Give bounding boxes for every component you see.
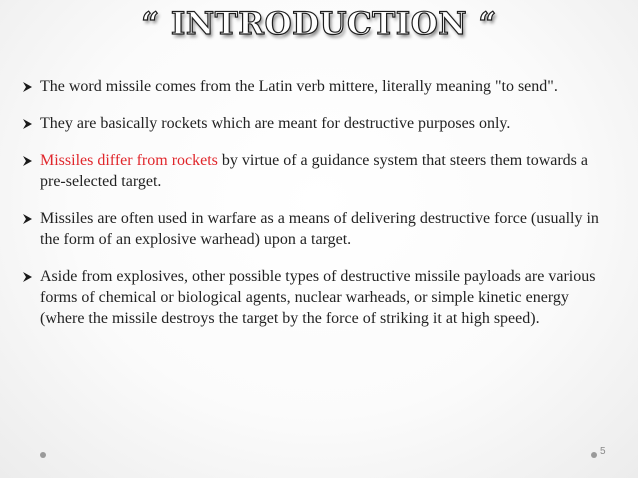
bullet-item (22, 113, 602, 134)
arrow-bullet-icon (22, 118, 33, 130)
bullet-text: Aside from explosives, other possible types of destructive missile payloads are various forms of chemical or biological agents, nuclear warheads, or simple kinetic energy (where the missile destroys the target by the force of striking it at high speed). (40, 268, 596, 327)
bullet-list (22, 76, 602, 345)
page-number: 5 (600, 446, 606, 457)
arrow-bullet-icon (22, 271, 33, 283)
arrow-bullet-icon (22, 81, 33, 93)
bullet-item (22, 208, 602, 250)
bullet-text: Missiles are often used in warfare as a means of delivering destructive force (usually in the form of an explosive warhead) upon a target. (40, 210, 599, 248)
slide-title: “ INTRODUCTION “ (141, 6, 497, 42)
bullet-item (22, 76, 602, 97)
decorative-dot-icon (40, 452, 46, 458)
bullet-text (40, 152, 588, 190)
arrow-bullet-icon (22, 155, 33, 167)
bullet-highlight: Missiles differ from rockets (40, 152, 218, 169)
bullet-item (22, 150, 602, 192)
arrow-bullet-icon (22, 213, 33, 225)
decorative-dot-icon (591, 452, 597, 458)
bullet-text: The word missile comes from the Latin verb mittere, literally meaning "to send". (40, 78, 558, 95)
bullet-text: They are basically rockets which are meant for destructive purposes only. (40, 115, 511, 132)
bullet-text-rest: by virtue of a guidance system that steers them towards a pre-selected target. (40, 152, 589, 190)
bullet-item (22, 266, 602, 329)
